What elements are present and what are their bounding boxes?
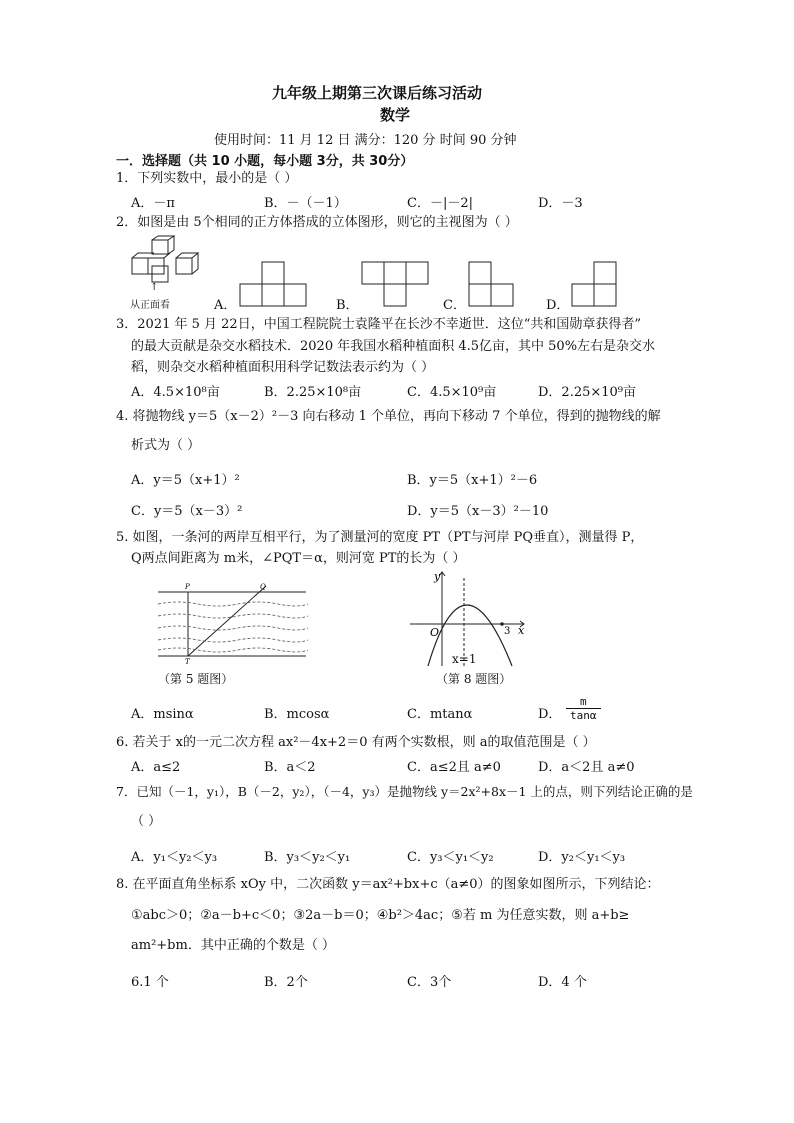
q2-option-a: A． xyxy=(214,298,237,313)
question-3-line2: 的最大贡献是杂交水稻技术．2020 年我国水稻种植面积 4.5亿亩，其中 50%左右是杂交水 xyxy=(131,339,656,354)
q1-option-c: C．－|－2| xyxy=(407,196,473,211)
q4-option-c: C．y＝5（x－3）² xyxy=(131,504,243,519)
question-8-line2: ①abc＞0；②a－b+c＜0；③2a－b＝0；④b²＞4ac；⑤若 m 为任意实数，则 a+b≥ xyxy=(131,908,630,923)
question-5-line1: 5. 如图，一条河的两岸互相平行，为了测量河的宽度 PT（PT与河岸 PQ垂直），测量得 P， xyxy=(116,530,644,545)
question-4-line2: 析式为（ ） xyxy=(131,438,201,453)
page-title: 九年级上期第三次课后练习活动 xyxy=(272,84,483,102)
q2-option-c: C． xyxy=(443,298,466,313)
front-view-label: 从正面看 xyxy=(130,300,170,311)
fig8-axis-label: x=1 xyxy=(452,652,477,666)
q6-option-c: C．a≤2且 a≠0 xyxy=(407,760,501,775)
q8-option-a: 6.1 个 xyxy=(131,975,169,990)
question-3-line1: 3．2021 年 5 月 22日，中国工程院院士袁隆平在长沙不幸逝世．这位“共和国勋章获得者” xyxy=(116,317,641,332)
q6-option-a: A．a≤2 xyxy=(131,760,181,775)
q7-option-a: A．y₁＜y₂＜y₃ xyxy=(131,850,218,865)
question-8-line1: 8. 在平面直角坐标系 xOy 中，二次函数 y＝ax²+bx+c（a≠0）的图象如图所示，下列结论： xyxy=(116,877,660,892)
river-figure xyxy=(158,584,308,664)
q5-option-d: D． xyxy=(538,707,562,722)
subject-title: 数学 xyxy=(380,106,411,124)
fraction-denominator: tanα xyxy=(570,709,597,722)
q7-option-d: D．y₂＜y₁＜y₃ xyxy=(538,850,626,865)
q1-option-a: A．－π xyxy=(131,196,175,211)
fig8-y-label: y xyxy=(434,570,441,583)
fraction-numerator: m xyxy=(566,695,601,709)
question-8-line3: am²+bm．其中正确的个数是（ ） xyxy=(131,938,335,953)
q2-figure-a xyxy=(240,262,310,306)
fig5-label-t: T xyxy=(185,658,190,666)
figure-8-caption: （第 8 题图） xyxy=(436,672,512,686)
q2-option-b: B． xyxy=(336,298,359,313)
q1-option-b: B．－（－1） xyxy=(264,196,347,211)
q3-option-d: D．2.25×10⁹亩 xyxy=(538,385,637,400)
q6-option-d: D．a＜2且 a≠0 xyxy=(538,760,635,775)
question-2-stem: 2．如图是由 5个相同的正方体搭成的立体图形，则它的主视图为（ ） xyxy=(116,215,518,230)
question-6-stem: 6. 若关于 x的一元二次方程 ax²－4x+2＝0 有两个实数根，则 a的取值范围是（ ） xyxy=(116,735,596,750)
cube-solid-figure xyxy=(128,236,208,296)
question-7-line2: （ ） xyxy=(131,814,162,829)
q2-figure-b xyxy=(362,262,432,306)
q3-option-c: C．4.5×10⁹亩 xyxy=(407,385,497,400)
q2-figure-d xyxy=(572,262,622,306)
question-4-line1: 4. 将抛物线 y＝5（x－2）²－3 向右移动 1 个单位，再向下移动 7 个单位，得到的抛物线的解 xyxy=(116,409,661,424)
question-7-line1: 7．已知（－1，y₁），B（－2，y₂），（－4，y₃）是抛物线 y＝2x²+8x－1 上的点，则下列结论正确的是 xyxy=(116,784,693,799)
q8-option-b: B．2个 xyxy=(264,975,308,990)
q5-option-a: A．msinα xyxy=(131,707,194,722)
q4-option-a: A．y＝5（x+1）² xyxy=(131,473,240,488)
q6-option-b: B．a＜2 xyxy=(264,760,316,775)
q4-option-b: B．y＝5（x+1）²－6 xyxy=(407,473,538,488)
q5-option-b: B．mcosα xyxy=(264,707,330,722)
question-3-line3: 稻，则杂交水稻种植面积用科学记数法表示约为（ ） xyxy=(131,360,435,375)
section-heading: 一．选择题（共 10 小题，每小题 3分，共 30分） xyxy=(116,154,414,169)
fig8-x-label: x xyxy=(518,624,525,637)
question-5-line2: Q两点间距离为 m米，∠PQT＝α，则河宽 PT的长为（ ） xyxy=(131,551,466,566)
arrow-up-icon: ↑ xyxy=(150,282,159,293)
q7-option-b: B．y₃＜y₂＜y₁ xyxy=(264,850,351,865)
q7-option-c: C．y₃＜y₁＜y₂ xyxy=(407,850,494,865)
q3-option-b: B．2.25×10⁸亩 xyxy=(264,385,362,400)
q4-option-d: D．y＝5（x－3）²－10 xyxy=(407,504,549,519)
q5-fraction xyxy=(566,695,601,722)
fig8-origin-label: O xyxy=(430,626,440,639)
question-1-stem: 1．下列实数中，最小的是（ ） xyxy=(116,171,298,186)
q2-figure-c xyxy=(469,262,519,306)
exam-info: 使用时间：11 月 12 日 满分：120 分 时间 90 分钟 xyxy=(214,133,517,148)
q8-option-d: D．4 个 xyxy=(538,975,587,990)
fig8-root-label: 3 xyxy=(504,626,511,637)
q2-option-d: D． xyxy=(546,298,570,313)
q5-option-c: C．mtanα xyxy=(407,707,473,722)
fig5-label-p: P xyxy=(185,583,190,591)
figure-5-caption: （第 5 题图） xyxy=(158,672,234,686)
q1-option-d: D．－3 xyxy=(538,196,583,211)
q8-option-c: C．3个 xyxy=(407,975,452,990)
q3-option-a: A．4.5×10⁸亩 xyxy=(131,385,220,400)
fig5-label-q: Q xyxy=(260,583,266,591)
